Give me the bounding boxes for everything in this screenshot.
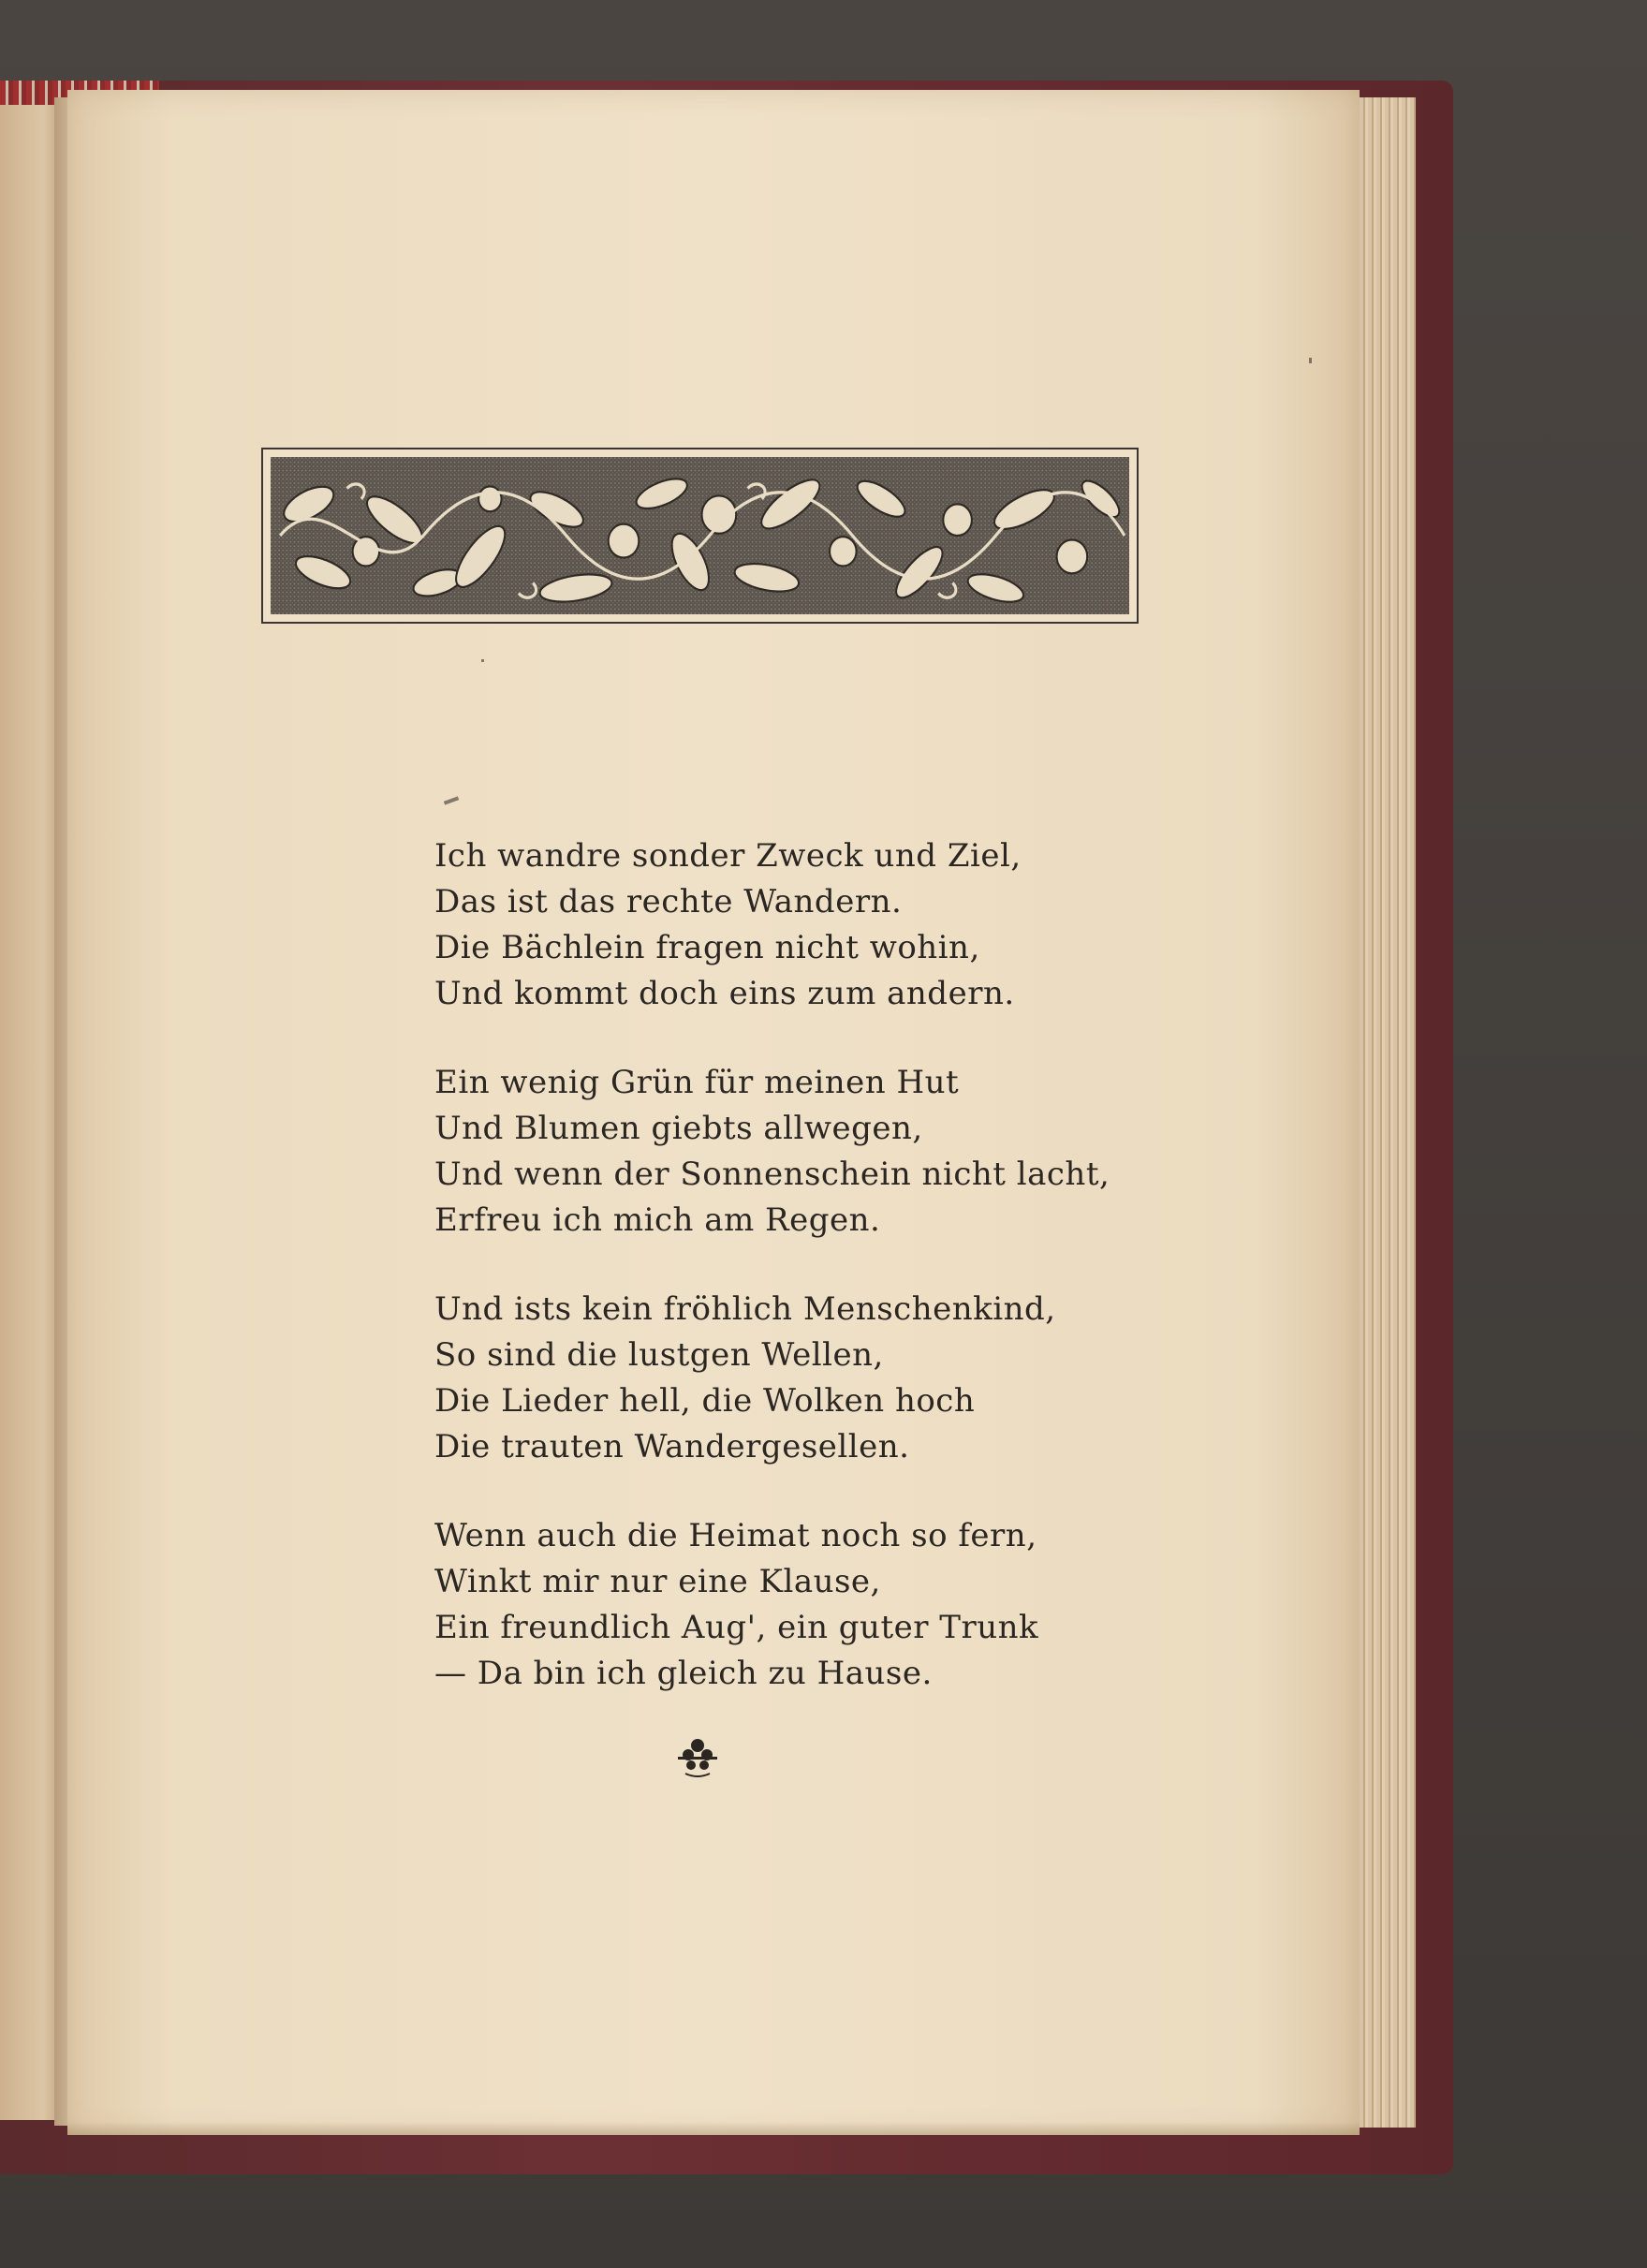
ink-speck — [1309, 358, 1312, 363]
fleuron-icon — [676, 1736, 719, 1777]
ink-speck — [481, 659, 484, 662]
poem-line: Die Lieder hell, die Wolken hoch — [434, 1382, 976, 1420]
poem-line: Und Blumen giebts allwegen, — [434, 1110, 923, 1147]
left-page-edge — [0, 105, 62, 2120]
stanza — [434, 1513, 1090, 1697]
poem-line: Erfreu ich mich am Regen. — [434, 1201, 881, 1239]
poem-line: So sind die lustgen Wellen, — [434, 1336, 884, 1374]
stanza — [434, 833, 1090, 1017]
poem-line: Die trauten Wandergesellen. — [434, 1428, 910, 1465]
poem-line: Winkt mir nur eine Klause, — [434, 1563, 881, 1600]
floral-vine-icon — [271, 457, 1129, 614]
poem-line: Und wenn der Sonnenschein nicht lacht, — [434, 1156, 1110, 1193]
poem-line: Ich wandre sonder Zweck und Ziel, — [434, 837, 1022, 875]
stanza — [434, 1060, 1110, 1244]
poem-line: Und ists kein fröhlich Menschenkind, — [434, 1290, 1056, 1328]
poem-line: Wenn auch die Heimat noch so fern, — [434, 1517, 1037, 1554]
header-ornament — [261, 448, 1139, 624]
stanza — [434, 1287, 1090, 1470]
page-edges — [1360, 97, 1416, 2128]
poem-line: Ein wenig Grün für meinen Hut — [434, 1064, 960, 1101]
poem — [434, 833, 1110, 1740]
poem-line: Ein freundlich Aug', ein guter Trunk — [434, 1609, 1039, 1646]
poem-line: Und kommt doch eins zum andern. — [434, 975, 1015, 1012]
page-shadow — [67, 2122, 1360, 2135]
poem-line: — Da bin ich gleich zu Hause. — [434, 1655, 933, 1692]
poem-line: Das ist das rechte Wandern. — [434, 883, 903, 920]
poem-line: Die Bächlein fragen nicht wohin, — [434, 929, 980, 966]
